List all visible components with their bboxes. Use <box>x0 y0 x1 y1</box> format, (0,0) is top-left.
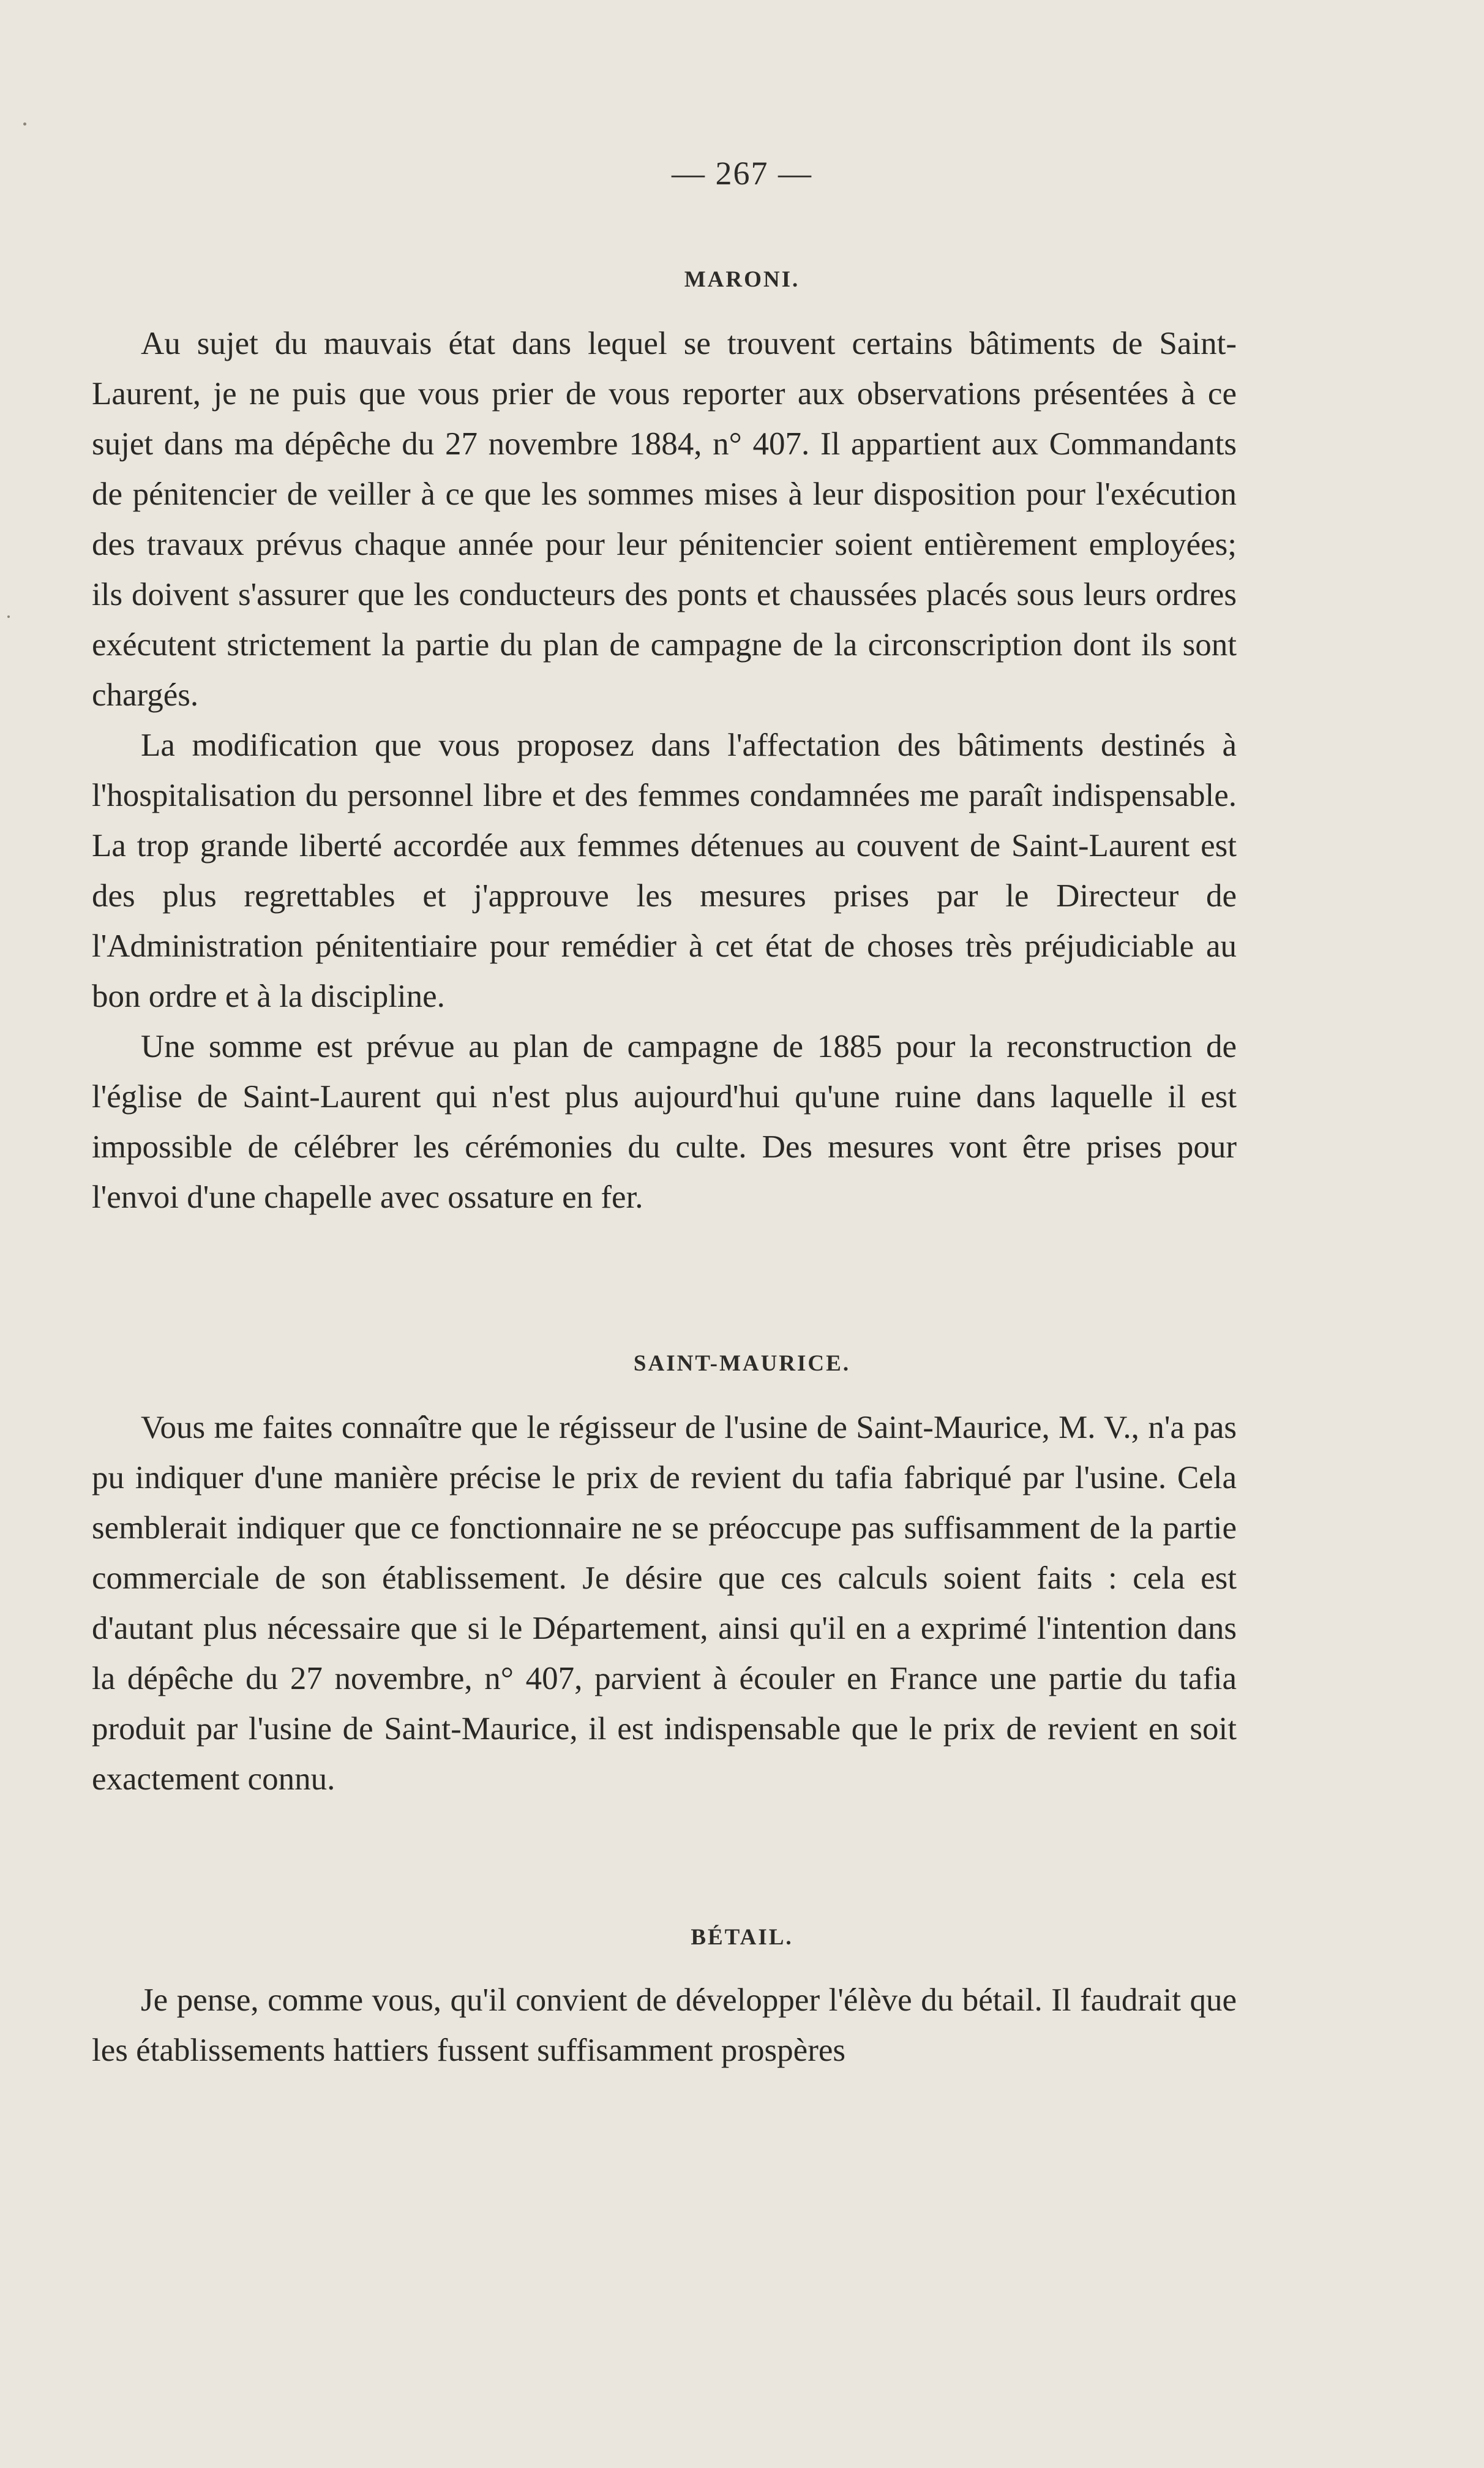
paragraph: Au sujet du mauvais état dans lequel se trouvent certains bâtiments de Saint-Laurent, je ne puis que vous prier de vous reporter aux observations présentées à ce sujet dans ma dépêche du 27 novembre 1884, n° 407. Il appartient aux Commandants de pénitencier de veiller à ce que les sommes mises à leur disposition pour l'exécution des travaux prévus chaque année pour leur pénitencier soient entièrement employées; ils doivent s'assurer que les conducteurs des ponts et chaussées placés sous leurs ordres exécutent strictement la partie du plan de campagne de la circonscription dont ils sont chargés. <box>92 326 1237 713</box>
paragraph: Une somme est prévue au plan de campagne de 1885 pour la reconstruction de l'église de Saint-Laurent qui n'est plus aujourd'hui qu'une ruine dans laquelle il est impossible de célébrer les cérémonies du culte. Des mesures vont être prises pour l'envoi d'une chapelle avec ossature en fer. <box>92 1029 1237 1215</box>
section-heading-betail <box>0 1924 1484 1951</box>
section-heading-text: BÉTAIL. <box>691 1925 793 1950</box>
paragraph: La modification que vous proposez dans l'affectation des bâtiments destinés à l'hospitalisation du personnel libre et des femmes condamnées me paraît indispensable. La trop grande liberté accordée aux femmes détenues au couvent de Saint-Laurent est des plus regrettables et j'approuve les mesures prises par le Directeur de l'Administration pénitentiaire pour remédier à cet état de choses très préjudiciable au bon ordre et à la discipline. <box>92 728 1237 1014</box>
section-body-maroni <box>92 318 1237 1222</box>
section-heading-maroni <box>0 266 1484 293</box>
paragraph: Je pense, comme vous, qu'il convient de développer l'élève du bétail. Il faudrait que les établissements hattiers fussent suffisamment prospères <box>92 1982 1237 2068</box>
section-body-betail <box>92 1975 1237 2075</box>
paper-speck <box>7 615 10 618</box>
section-heading-saint-maurice <box>0 1350 1484 1377</box>
paragraph: Vous me faites connaître que le régisseur de l'usine de Saint-Maurice, M. V., n'a pas pu indiquer d'une manière précise le prix de revient du tafia fabriqué par l'usine. Cela semblerait indiquer que ce fonctionnaire ne se préoccupe pas suffisamment de la partie commerciale de son établissement. Je désire que ces calculs soient faits : cela est d'autant plus nécessaire que si le Département, ainsi qu'il en a exprimé l'intention dans la dépêche du 27 novembre, n° 407, parvient à écouler en France une partie du tafia produit par l'usine de Saint-Maurice, il est indispensable que le prix de revient en soit exactement connu. <box>92 1410 1237 1797</box>
section-heading-text: MARONI. <box>684 267 800 292</box>
section-heading-text: SAINT-MAURICE. <box>633 1351 851 1376</box>
paper-speck <box>23 122 26 126</box>
page-number: — 267 — <box>672 155 812 192</box>
section-body-saint-maurice <box>92 1402 1237 1804</box>
